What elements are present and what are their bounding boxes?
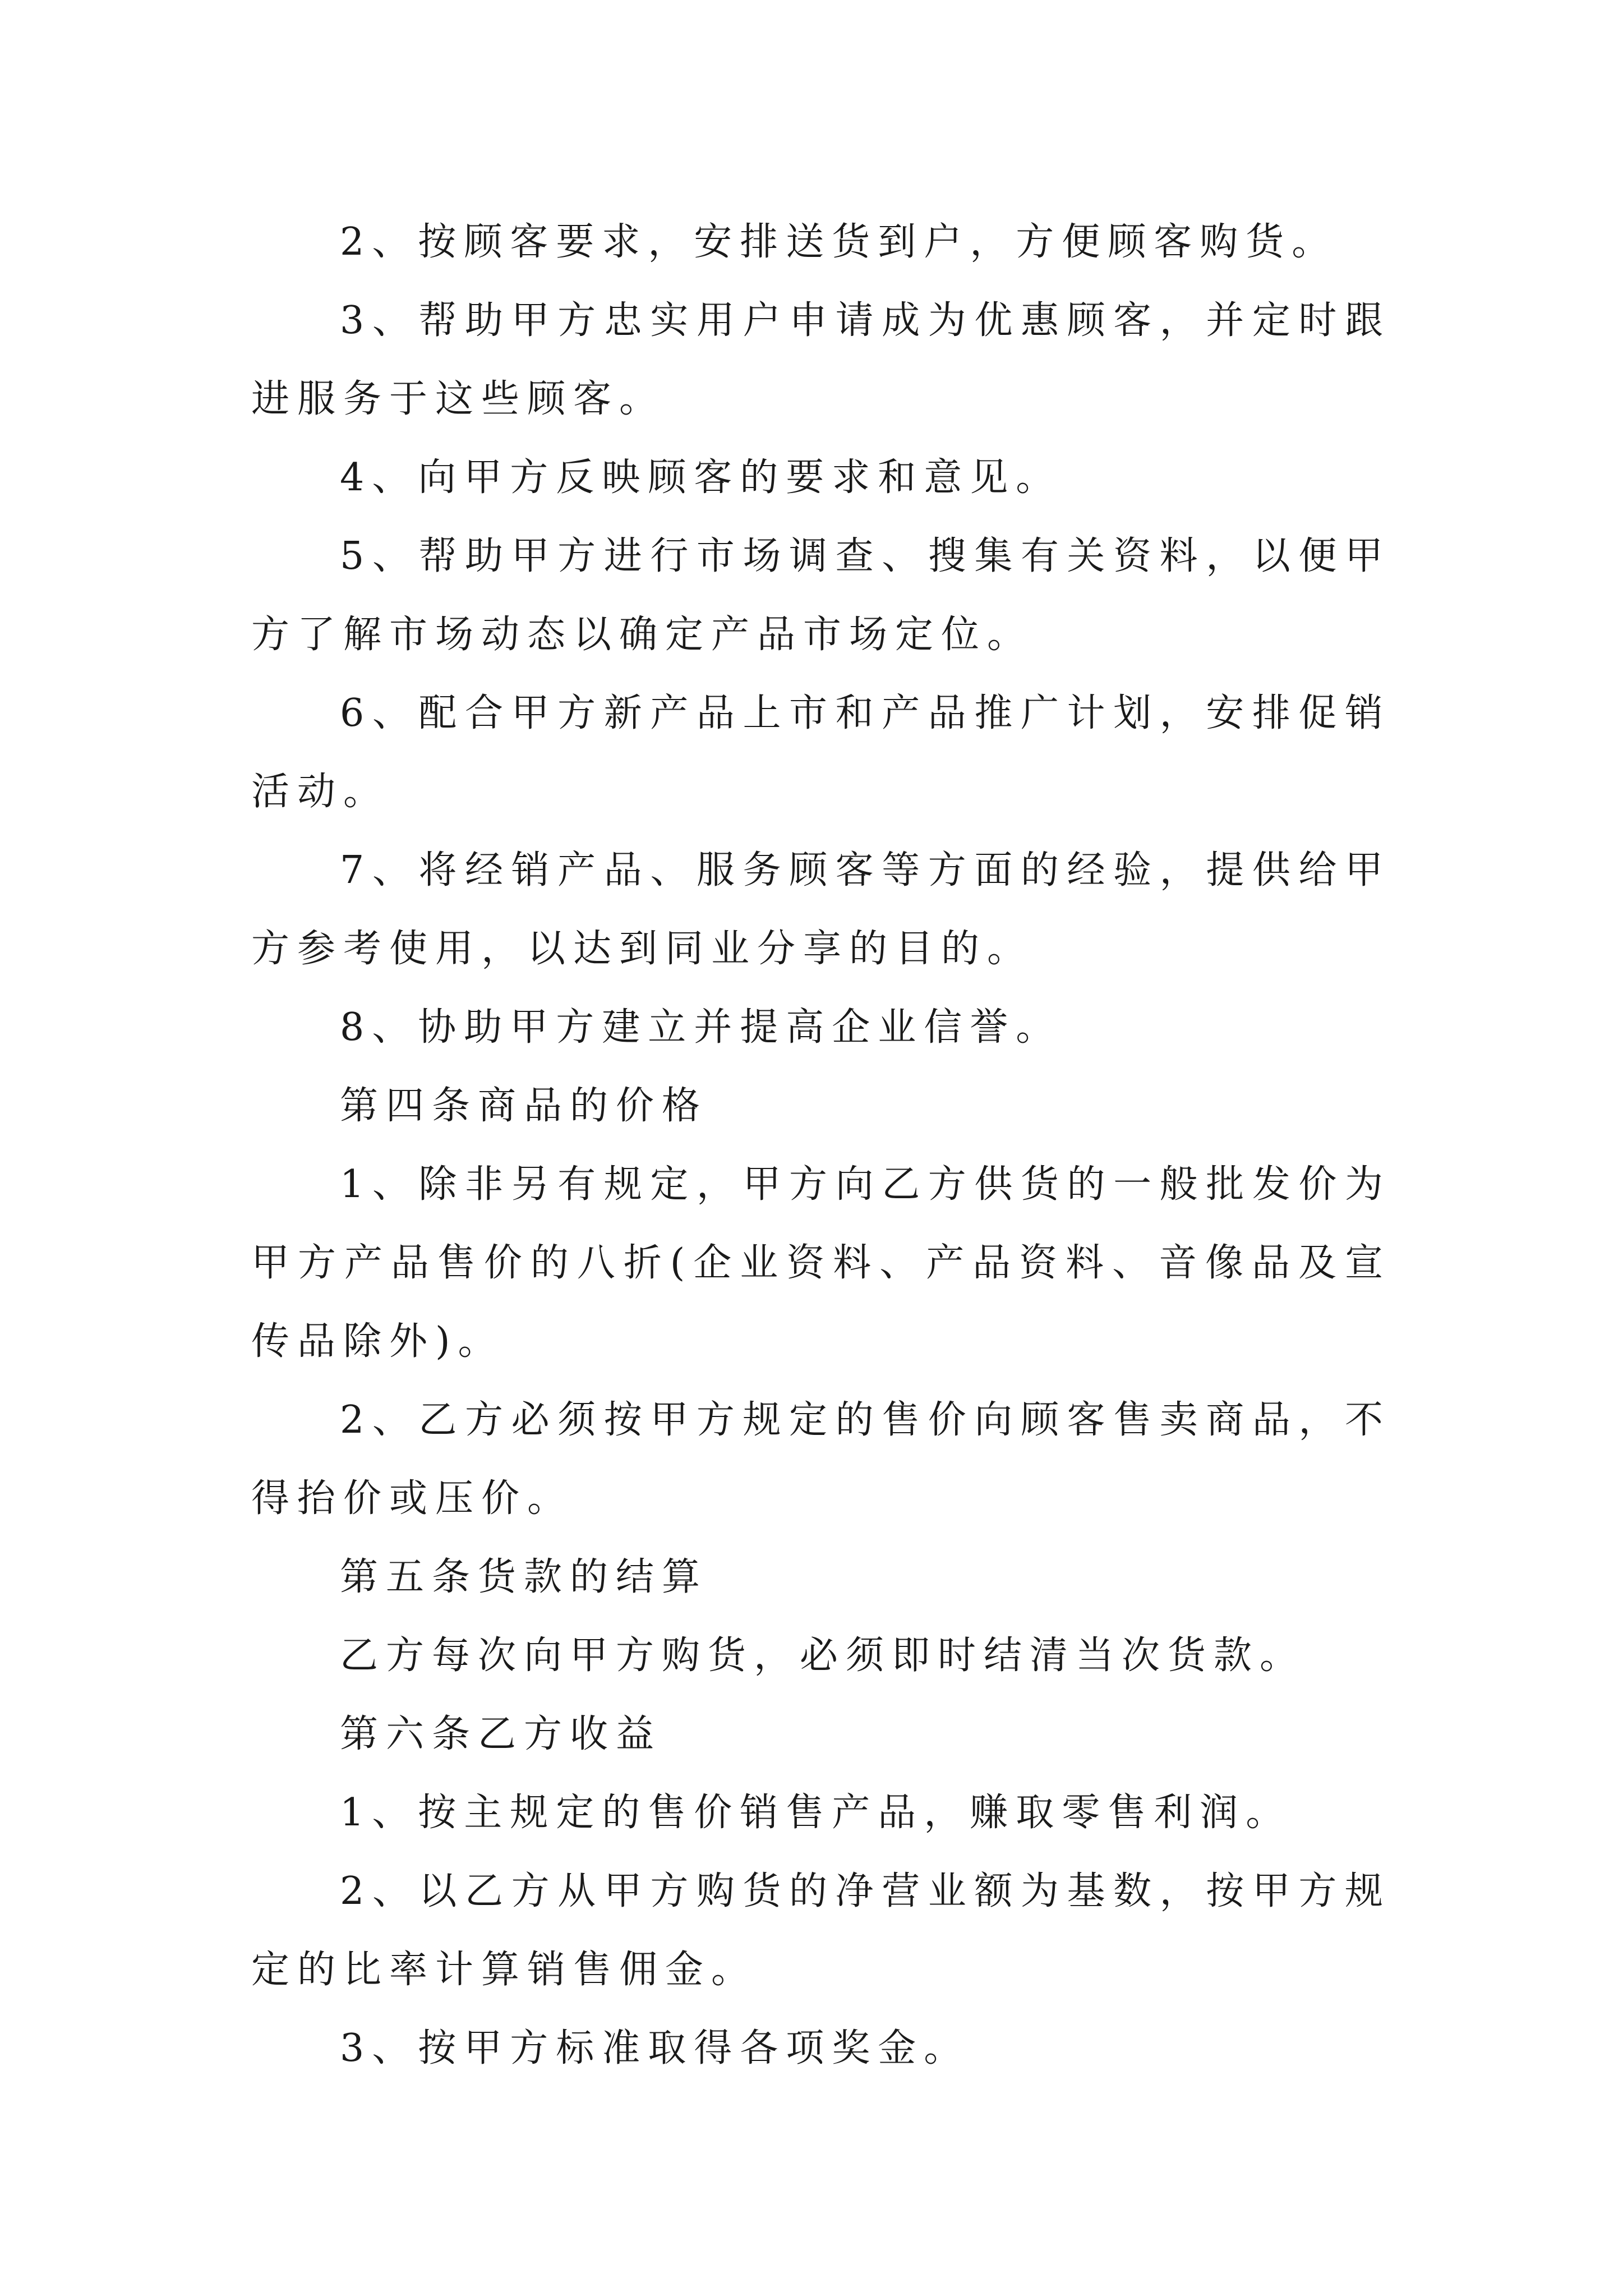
paragraph-item-2-delivery: 2、按顾客要求，安排送货到户，方便顾客购货。 xyxy=(340,220,1338,264)
document-body xyxy=(251,203,1391,2088)
paragraph-item-3-preferred-customers: 3、帮助甲方忠实用户申请成为优惠顾客，并定时跟进服务于这些顾客。 xyxy=(251,298,1391,421)
section-heading-article-5: 第五条货款的结算 xyxy=(340,1555,708,1599)
section-heading-article-6: 第六条乙方收益 xyxy=(340,1712,662,1756)
paragraph-income-2-commission: 2、以乙方从甲方购货的净营业额为基数，按甲方规定的比率计算销售佣金。 xyxy=(251,1869,1391,1992)
paragraph-settlement: 乙方每次向甲方购货，必须即时结清当次货款。 xyxy=(340,1634,1306,1678)
paragraph-price-2-retail: 2、乙方必须按甲方规定的售价向顾客售卖商品，不得抬价或压价。 xyxy=(251,1398,1391,1521)
paragraph-item-7-experience-sharing: 7、将经销产品、服务顾客等方面的经验，提供给甲方参考使用，以达到同业分享的目的。 xyxy=(251,848,1391,971)
paragraph-item-4-feedback: 4、向甲方反映顾客的要求和意见。 xyxy=(340,455,1062,500)
paragraph-item-5-market-research: 5、帮助甲方进行市场调查、搜集有关资料，以便甲方了解市场动态以确定产品市场定位。 xyxy=(251,534,1391,657)
paragraph-item-8-reputation: 8、协助甲方建立并提高企业信誉。 xyxy=(340,1005,1062,1050)
paragraph-income-1-retail-profit: 1、按主规定的售价销售产品，赚取零售利润。 xyxy=(340,1791,1292,1835)
paragraph-price-1-wholesale: 1、除非另有规定，甲方向乙方供货的一般批发价为甲方产品售价的八折(企业资料、产品资料、音像品及宣传品除外)。 xyxy=(251,1162,1391,1364)
paragraph-item-6-promotion: 6、配合甲方新产品上市和产品推广计划，安排促销活动。 xyxy=(251,691,1391,814)
section-heading-article-4: 第四条商品的价格 xyxy=(340,1084,708,1128)
paragraph-income-3-bonus: 3、按甲方标准取得各项奖金。 xyxy=(340,2026,970,2070)
